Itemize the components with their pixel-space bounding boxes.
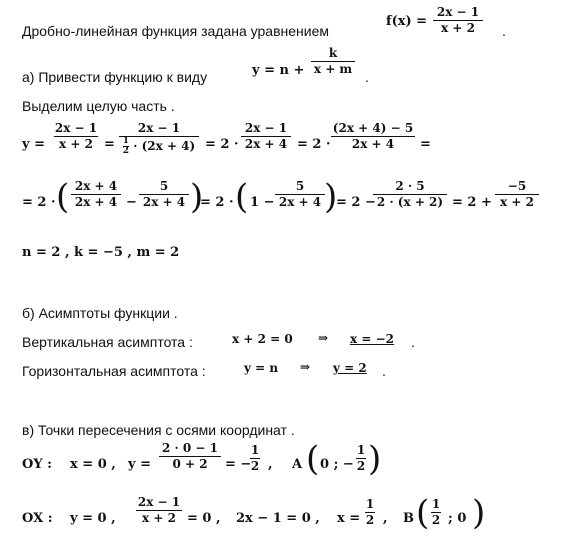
equals-two-plus: = 2 +	[452, 195, 492, 210]
half-denominator: 2	[122, 146, 130, 156]
point-b-coords: ; 0	[448, 511, 467, 526]
fraction-denominator: 2x + 4	[278, 195, 322, 209]
equals-two-minus: = 2 −	[336, 195, 376, 210]
fraction-denominator: x + 2	[500, 195, 534, 209]
intro-text: Дробно-линейная функция задана уравнением	[22, 23, 329, 39]
equals-two-times: = 2 ·	[200, 195, 234, 210]
fraction-numerator: 1	[431, 497, 441, 511]
fraction-denominator: 2x + 4	[142, 195, 186, 209]
vertical-answer: x = −2	[350, 332, 394, 346]
part-c-heading: в) Точки пересечения с осями координат .	[22, 422, 295, 438]
right-paren: )	[472, 493, 486, 533]
fraction-numerator: 2x − 1	[137, 121, 181, 135]
vertical-asymptote-label: Вертикальная асимптота :	[22, 334, 193, 350]
right-paren: )	[324, 177, 338, 217]
horizontal-asymptote-label: Горизонтальная асимптота :	[22, 363, 206, 379]
point-a-half	[355, 443, 367, 474]
half-numerator: 1	[122, 136, 130, 146]
fraction-denominator: x + 2	[142, 511, 176, 525]
fraction-denominator: 2	[365, 513, 375, 527]
horizontal-answer: y = 2	[333, 361, 367, 375]
comma: ,	[383, 511, 388, 526]
right-paren: )	[190, 177, 204, 217]
point-a-label: A	[292, 457, 303, 472]
line2-start: = 2 ·	[22, 195, 56, 210]
intro-fraction	[432, 5, 484, 36]
left-paren: (	[56, 177, 70, 217]
line1-frac3	[240, 121, 292, 152]
left-paren: (	[306, 439, 320, 479]
intro-lhs: f(x) =	[386, 14, 428, 29]
oy-x-value: x = 0 ,	[70, 457, 116, 472]
fraction-numerator: 2x + 4	[74, 179, 118, 193]
fraction-numerator: k	[328, 46, 338, 60]
fraction-denominator: 2	[356, 459, 366, 473]
denominator-rest: · (2x + 4)	[133, 139, 196, 153]
ox-label: OX :	[22, 511, 53, 526]
line2-frac3	[274, 179, 326, 210]
oy-fraction	[158, 441, 222, 472]
equals-minus: = −	[225, 457, 252, 472]
fraction-denominator: 0 + 2	[172, 457, 208, 471]
fraction-numerator: 2 · 0 − 1	[162, 441, 218, 455]
point-a-coords: 0 ; −	[320, 457, 354, 472]
equals-two-times: = 2 ·	[297, 137, 331, 152]
fraction-numerator: 2x − 1	[137, 495, 181, 509]
line2-frac4	[372, 179, 448, 210]
ox-fraction	[135, 495, 183, 526]
line1-frac4	[330, 121, 416, 152]
half-fraction	[123, 137, 129, 156]
fraction-denominator: 2 · (x + 2)	[376, 195, 444, 209]
equals-sign: =	[104, 137, 115, 152]
fraction-numerator: 2x − 1	[436, 5, 480, 19]
period: .	[382, 363, 386, 379]
line1-frac2	[118, 121, 200, 155]
minus-sign: −	[126, 195, 137, 210]
fraction-numerator: (2x + 4) − 5	[332, 121, 414, 135]
line2-frac5	[494, 179, 540, 210]
vertical-equation: x + 2 = 0	[232, 332, 293, 346]
left-paren: (	[416, 493, 430, 533]
oy-y-equals: y =	[128, 457, 151, 472]
line1-y: y =	[22, 137, 45, 152]
ox-x-equals: x =	[337, 511, 361, 526]
horizontal-equation: y = n	[244, 361, 279, 375]
fraction-numerator: 1	[356, 443, 366, 457]
fraction-numerator: 2x − 1	[244, 121, 288, 135]
oy-label: OY :	[22, 457, 52, 472]
fraction-denominator	[118, 137, 200, 155]
fraction-denominator: x + 2	[441, 21, 475, 35]
point-b-half	[430, 497, 442, 528]
point-b-label: B	[403, 511, 414, 526]
fraction-denominator: 2	[431, 513, 441, 527]
fraction-denominator: x + 2	[59, 137, 93, 151]
equals-sign: =	[420, 137, 431, 152]
part-b-heading: б) Асимптоты функции .	[22, 305, 178, 321]
ox-linear-equation: 2x − 1 = 0 ,	[236, 511, 320, 526]
part-a-heading: а) Привести функцию к виду	[22, 69, 208, 85]
implies-arrow: ⇒	[300, 360, 311, 374]
left-paren: (	[235, 177, 249, 217]
period: .	[411, 334, 415, 350]
intro-dot: .	[502, 23, 506, 39]
form-dot: .	[365, 69, 369, 85]
oy-half	[249, 443, 261, 474]
line2-frac2	[138, 179, 190, 210]
one-minus: 1 −	[250, 195, 275, 210]
fraction-denominator: 2x + 4	[244, 137, 288, 151]
fraction-numerator: −5	[507, 179, 527, 193]
ox-half	[364, 497, 376, 528]
fraction-denominator: 2x + 4	[351, 137, 395, 151]
equals-zero: = 0 ,	[187, 511, 221, 526]
params-line: n = 2 , k = −5 , m = 2	[22, 245, 180, 260]
line1-frac1	[53, 121, 99, 152]
form-lhs: y = n +	[252, 63, 305, 78]
fraction-numerator: 2 · 5	[395, 179, 425, 193]
line2-frac1	[70, 179, 122, 210]
right-paren: )	[368, 439, 382, 479]
fraction-numerator: 2x − 1	[54, 121, 98, 135]
equals-two-times: = 2 ·	[205, 137, 239, 152]
fraction-denominator: 2x + 4	[74, 195, 118, 209]
fraction-numerator: 1	[365, 497, 375, 511]
comma: ,	[268, 457, 273, 472]
fraction-numerator: 5	[295, 179, 305, 193]
fraction-numerator: 1	[250, 443, 260, 457]
fraction-numerator: 5	[159, 179, 169, 193]
form-fraction	[310, 46, 356, 77]
fraction-denominator: 2	[250, 459, 260, 473]
part-a-sub: Выделим целую часть .	[22, 98, 175, 114]
fraction-denominator: x + m	[313, 62, 353, 76]
implies-arrow: ⇒	[318, 331, 329, 345]
ox-y-value: y = 0 ,	[70, 511, 116, 526]
